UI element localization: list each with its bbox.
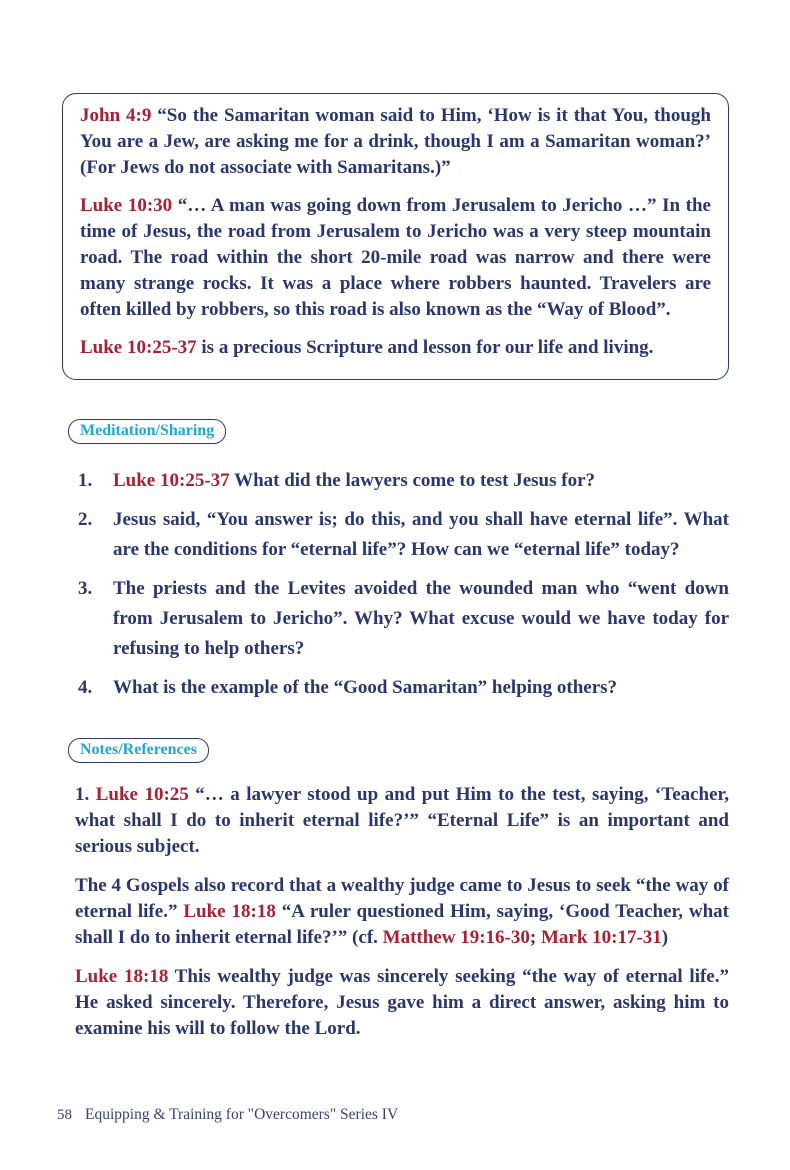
question-text: Jesus said, “You answer is; do this, and you shall have eternal life”. What are the conditions for “eternal life”? How can we “eternal life” today? [113,509,729,560]
question-number: 1. [78,470,93,491]
question-text: What is the example of the “Good Samaritan” helping others? [113,677,618,698]
note-paragraph: The 4 Gospels also record that a wealthy judge came to Jesus to seek “the way of eternal life.” Luke 18:18 “A ruler questioned Him, saying, ‘Good Teacher, what shall I do to inherit eternal life?’” (cf. Matthew 19:16-30; Mark 10:17-31) [75,875,729,948]
question-item [78,574,729,664]
question-number: 3. [78,578,93,599]
page-number: 58 [57,1107,72,1123]
question-item [78,673,729,703]
scripture-paragraph: Luke 10:30 “… A man was going down from Jerusalem to Jericho …” In the time of Jesus, the road from Jerusalem to Jericho was a very steep mountain road. The road within the short 20-mile road was narrow and there were many strange rocks. It was a place where robbers haunted. Travelers are often killed by robbers, so this road is also known as the “Way of Blood”. [80,195,711,320]
scripture-paragraph: Luke 10:25-37 is a precious Scripture and lesson for our life and living. [80,337,654,358]
question-item [78,505,729,565]
question-number: 2. [78,509,93,530]
question-text: The priests and the Levites avoided the wounded man who “went down from Jerusalem to Jericho”. Why? What excuse would we have today for refusing to help others? [113,578,729,659]
footer-title: Equipping & Training for "Overcomers" Series IV [85,1106,399,1123]
notes-list [75,782,729,1055]
note-paragraph: 1. Luke 10:25 “… a lawyer stood up and put Him to the test, saying, ‘Teacher, what shall I do to inherit eternal life?’” “Eternal Life” is an important and serious subject. [75,784,729,857]
page-footer [57,1106,717,1124]
notes-references-badge: Notes/References [68,738,209,763]
meditation-sharing-badge: Meditation/Sharing [68,419,226,444]
note-paragraph: Luke 18:18 This wealthy judge was sincerely seeking “the way of eternal life.” He asked sincerely. Therefore, Jesus gave him a direct answer, asking him to examine his will to follow the Lord. [75,966,729,1039]
question-text: Luke 10:25-37 What did the lawyers come to test Jesus for? [113,470,596,491]
questions-list [78,466,729,712]
question-item [78,466,729,496]
scripture-quote-box [62,93,729,380]
scripture-paragraph: John 4:9 “So the Samaritan woman said to Him, ‘How is it that You, though You are a Jew, are asking me for a drink, though I am a Samaritan woman?’ (For Jews do not associate with Samaritans.)” [80,105,711,178]
question-number: 4. [78,677,93,698]
